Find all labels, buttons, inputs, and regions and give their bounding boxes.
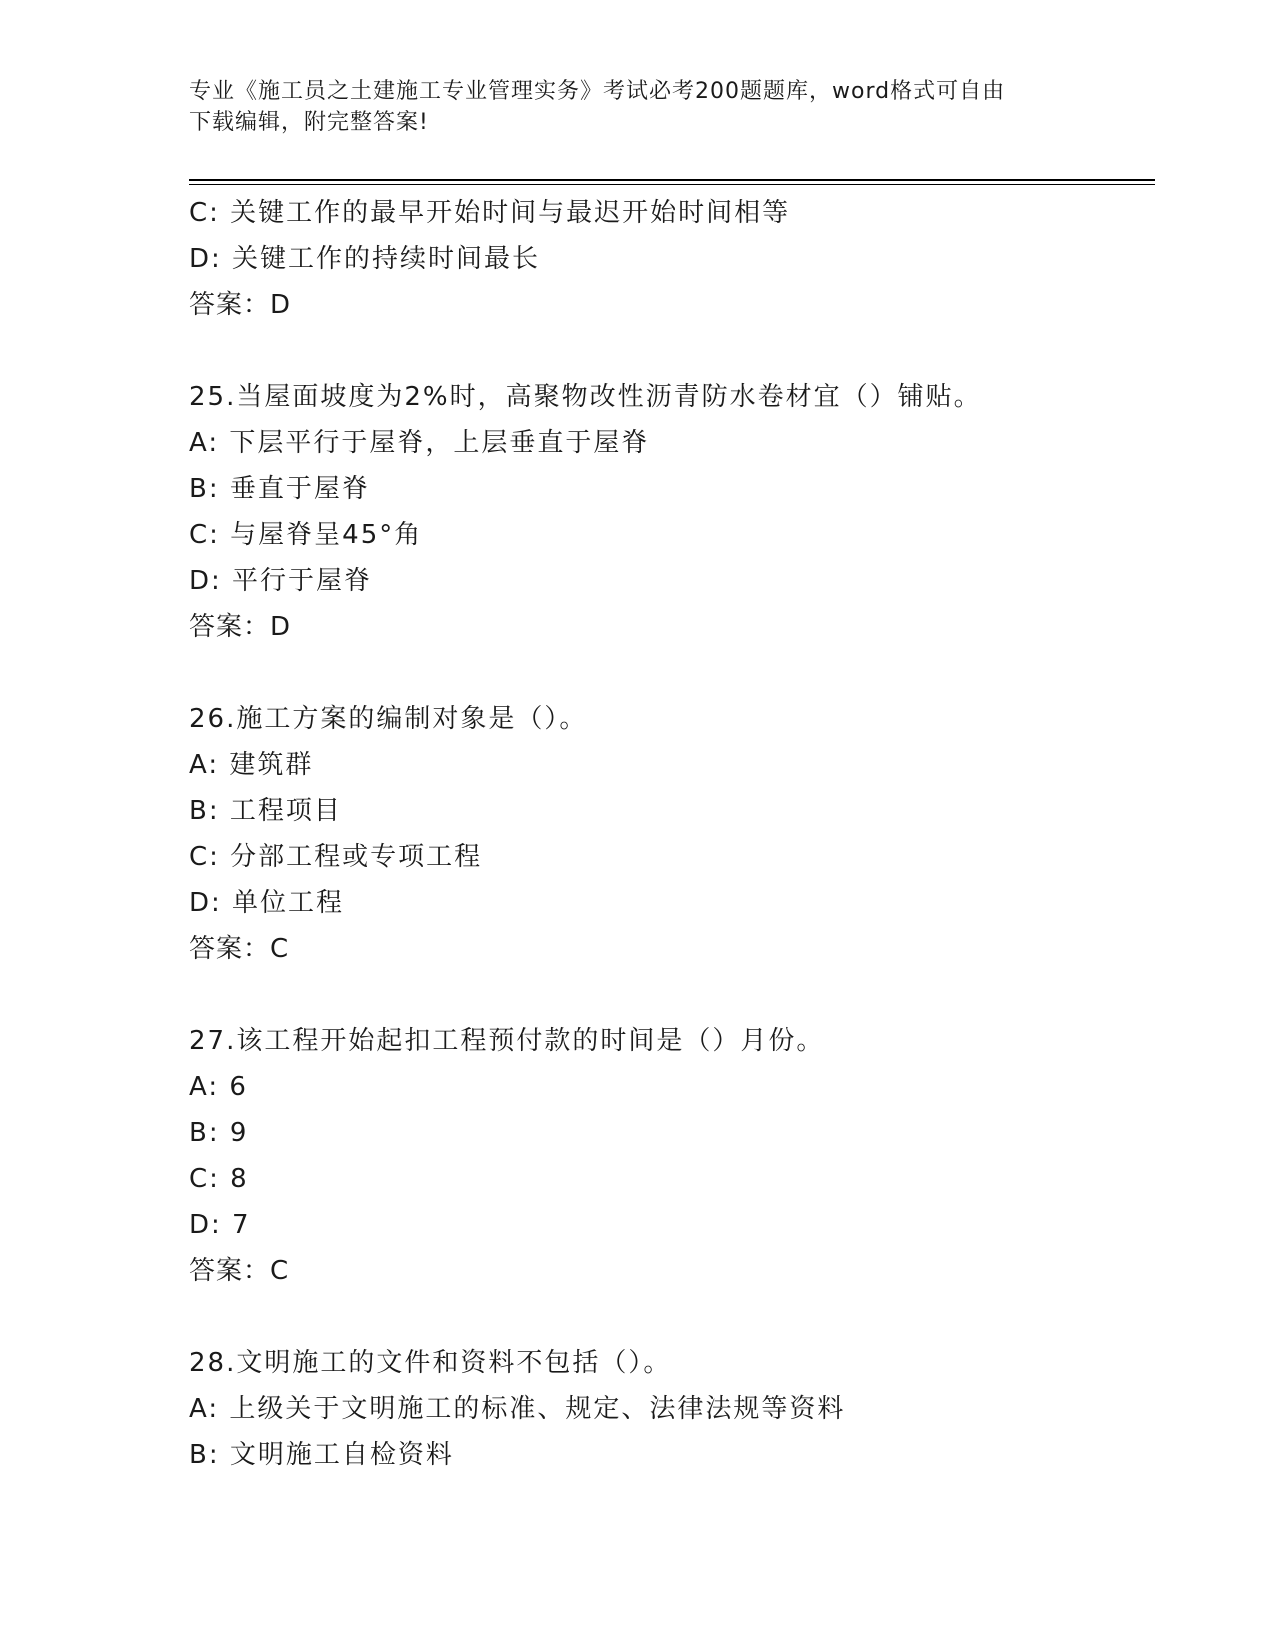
option-c: C: 与屋脊呈45°角 — [189, 520, 423, 550]
option-b: B: 9 — [189, 1118, 249, 1148]
question-block — [189, 1340, 1155, 1478]
block-spacer — [189, 650, 1155, 696]
question-text: 28.文明施工的文件和资料不包括（）。 — [189, 1348, 672, 1378]
question-block — [189, 190, 1155, 328]
header-rule-thin — [189, 184, 1155, 185]
option-a: A: 6 — [189, 1072, 248, 1102]
answer-label: 答案：C — [189, 1256, 290, 1286]
block-spacer — [189, 972, 1155, 1018]
option-c: C: 关键工作的最早开始时间与最迟开始时间相等 — [189, 198, 791, 228]
question-text: 27.该工程开始起扣工程预付款的时间是（）月份。 — [189, 1026, 825, 1056]
question-list — [189, 190, 1155, 1478]
answer-label: 答案：D — [189, 612, 292, 642]
question-block — [189, 1018, 1155, 1294]
option-d: D: 7 — [189, 1210, 251, 1240]
option-d: D: 平行于屋脊 — [189, 566, 373, 596]
option-a: A: 上级关于文明施工的标准、规定、法律法规等资料 — [189, 1394, 846, 1424]
question-text: 25.当屋面坡度为2%时，高聚物改性沥青防水卷材宜（）铺贴。 — [189, 382, 982, 412]
option-c: C: 8 — [189, 1164, 249, 1194]
option-a: A: 下层平行于屋脊，上层垂直于屋脊 — [189, 428, 650, 458]
option-b: B: 工程项目 — [189, 796, 342, 826]
question-block — [189, 374, 1155, 650]
option-b: B: 垂直于屋脊 — [189, 474, 370, 504]
header-line-2: 下载编辑，附完整答案! — [189, 110, 429, 135]
answer-label: 答案：D — [189, 290, 292, 320]
header-line-1: 专业《施工员之土建施工专业管理实务》考试必考200题题库，word格式可自由 — [189, 79, 1006, 104]
option-b: B: 文明施工自检资料 — [189, 1440, 454, 1470]
block-spacer — [189, 328, 1155, 374]
header-rule-thick — [189, 179, 1155, 181]
option-d: D: 单位工程 — [189, 888, 345, 918]
question-text: 26.施工方案的编制对象是（）。 — [189, 704, 588, 734]
document-header — [189, 76, 1089, 138]
option-c: C: 分部工程或专项工程 — [189, 842, 483, 872]
question-block — [189, 696, 1155, 972]
option-a: A: 建筑群 — [189, 750, 314, 780]
block-spacer — [189, 1294, 1155, 1340]
answer-label: 答案：C — [189, 934, 290, 964]
option-d: D: 关键工作的持续时间最长 — [189, 244, 541, 274]
